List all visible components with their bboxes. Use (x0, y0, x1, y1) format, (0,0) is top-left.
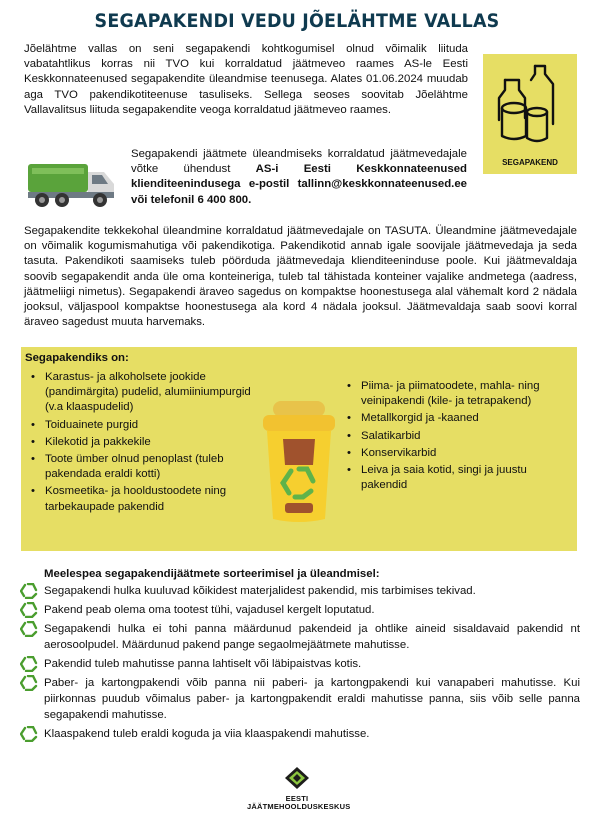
recycle-icon (20, 602, 38, 618)
list-item: • Kilekotid ja pakkekile (25, 435, 261, 450)
logo-line-1: EESTI (285, 794, 309, 803)
packaging-icon (497, 60, 563, 146)
list-item: Segapakendi hulka kuuluvad kõikidest materjalidest pakendid, mis tarbimises tekivad. (20, 583, 580, 599)
list-item: Pakendid tuleb mahutisse panna lahtiselt või läbipaistvas kotis. (20, 656, 580, 672)
reminders-heading: Meelespea segapakendijäätmete sorteerimisel ja üleandmisel: (44, 568, 380, 580)
logo-line-2: JÄÄTMEHOOLDUSKESKUS (247, 802, 351, 811)
list-item: • Piima- ja piimatoodete, mahla- ning veinipakendi (kile- ja tetrapakend) (341, 379, 541, 409)
list-item: • Leiva ja saia kotid, singi ja juustu pakendid (341, 463, 541, 493)
contact-details: AS-i Eesti Keskkonnateenused klienditeenindusega e-postil tallinn@keskkonnateenused.ee või telefonil 6 400 800. (131, 163, 467, 206)
collection-info-paragraph: Segapakendite tekkekohal üleandmine korraldatud jäätmevedajale on TASUTA. Üleandmine jäätmevedajale on võimalik kogumismahutiga või pakendikotiga. Pakendikotid annab igale soovijale jäätmevedaja ja seda tasuta. Pakendikoti saamiseks tuleb pöörduda jäätmevedaja klienditeeninduse poole. Kui jäätmevaldaja soovib segapakendit anda üle oma konteineriga, tuleb tal tähistada konteiner vajalike andmetega (aadress, jäätmeliigi nimetus). Segapakendi äraveo sagedus on kompaktse hoonestusega alal vähemalt kord 2 nädala jooksul, väljaspool kompaktse hoonestusega ala kord 4 nädala jooksul. Jäätmevaldaja saab soovi korral äraveo sagedust muuta harvemaks. (24, 225, 577, 329)
list-item: • Metallkorgid ja -kaaned (341, 411, 541, 426)
recycle-icon (20, 621, 38, 637)
organization-logo (247, 766, 351, 811)
contact-text: Segapakendi jäätmete üleandmiseks korraldatud jäätmevedajale võtke ühendust (131, 148, 467, 176)
recycling-bin-icon (259, 399, 339, 529)
packaging-list-left (25, 370, 261, 517)
packaging-types-box (21, 347, 577, 551)
reminders-list (20, 583, 580, 745)
garbage-truck-icon (28, 160, 120, 210)
list-item: Paber- ja kartongpakendi võib panna nii paberi- ja kartongpakendi kui vanapaberi mahutisse. Kui piirkonnas puudub võimalus paber- ja kartongpakendit eraldi mahutisse panna, siis võib selle panna segapakendi mahutisse. (20, 675, 580, 723)
list-item: Pakend peab olema oma tootest tühi, vajadusel kergelt loputatud. (20, 602, 580, 618)
segapakend-badge (483, 54, 577, 174)
logo-emblem-icon (284, 766, 310, 790)
list-item: • Salatikarbid (341, 429, 541, 444)
recycle-icon (20, 675, 38, 691)
packaging-list-right (341, 379, 541, 495)
list-item: • Toiduainete purgid (25, 418, 261, 433)
list-item: • Karastus- ja alkoholsete jookide (pandimärgita) pudelid, alumiiniumpurgid (v.a klaaspudelid) (25, 370, 261, 416)
list-item: Segapakendi hulka ei tohi panna määrdunud pakendeid ja ohtlike aineid sisaldavaid pakendid nt aerosoolpudel. Määrdunud pakend pange segaolmejäätmete mahutisse. (20, 621, 580, 653)
badge-label: SEGAPAKEND (502, 158, 558, 167)
recycle-icon (20, 583, 38, 599)
intro-paragraph: Jõelähtme vallas on seni segapakendi kohtkogumisel olnud võimalik liituda vabatahtlikus korras nii TVO kui korraldatud jäätmeveo raames AS-le Eesti Keskkonnateenused segapakendite üleandmise teenusega. Alates 01.06.2024 muudab aga TVO pakendikotiteenuse tasuliseks. Sellega seoses soovitab Jõelähtme Vallavalitsus liituda segapakendite veoga korraldatud jäätmeveo raames. (24, 43, 468, 116)
packaging-heading: Segapakendiks on: (25, 352, 129, 364)
list-item: • Kosmeetika- ja hooldustoodete ning tarbekaupade pakendid (25, 484, 261, 514)
page-title: SEGAPAKENDI VEDU JÕELÄHTME VALLAS (94, 10, 500, 32)
recycle-icon (20, 726, 38, 742)
contact-paragraph (131, 147, 467, 208)
list-item: • Konservikarbid (341, 446, 541, 461)
recycle-icon (20, 656, 38, 672)
list-item: Klaaspakend tuleb eraldi koguda ja viia klaaspakendi mahutisse. (20, 726, 580, 742)
list-item: • Toote ümber olnud penoplast (tuleb pakendada eraldi kotti) (25, 452, 261, 482)
